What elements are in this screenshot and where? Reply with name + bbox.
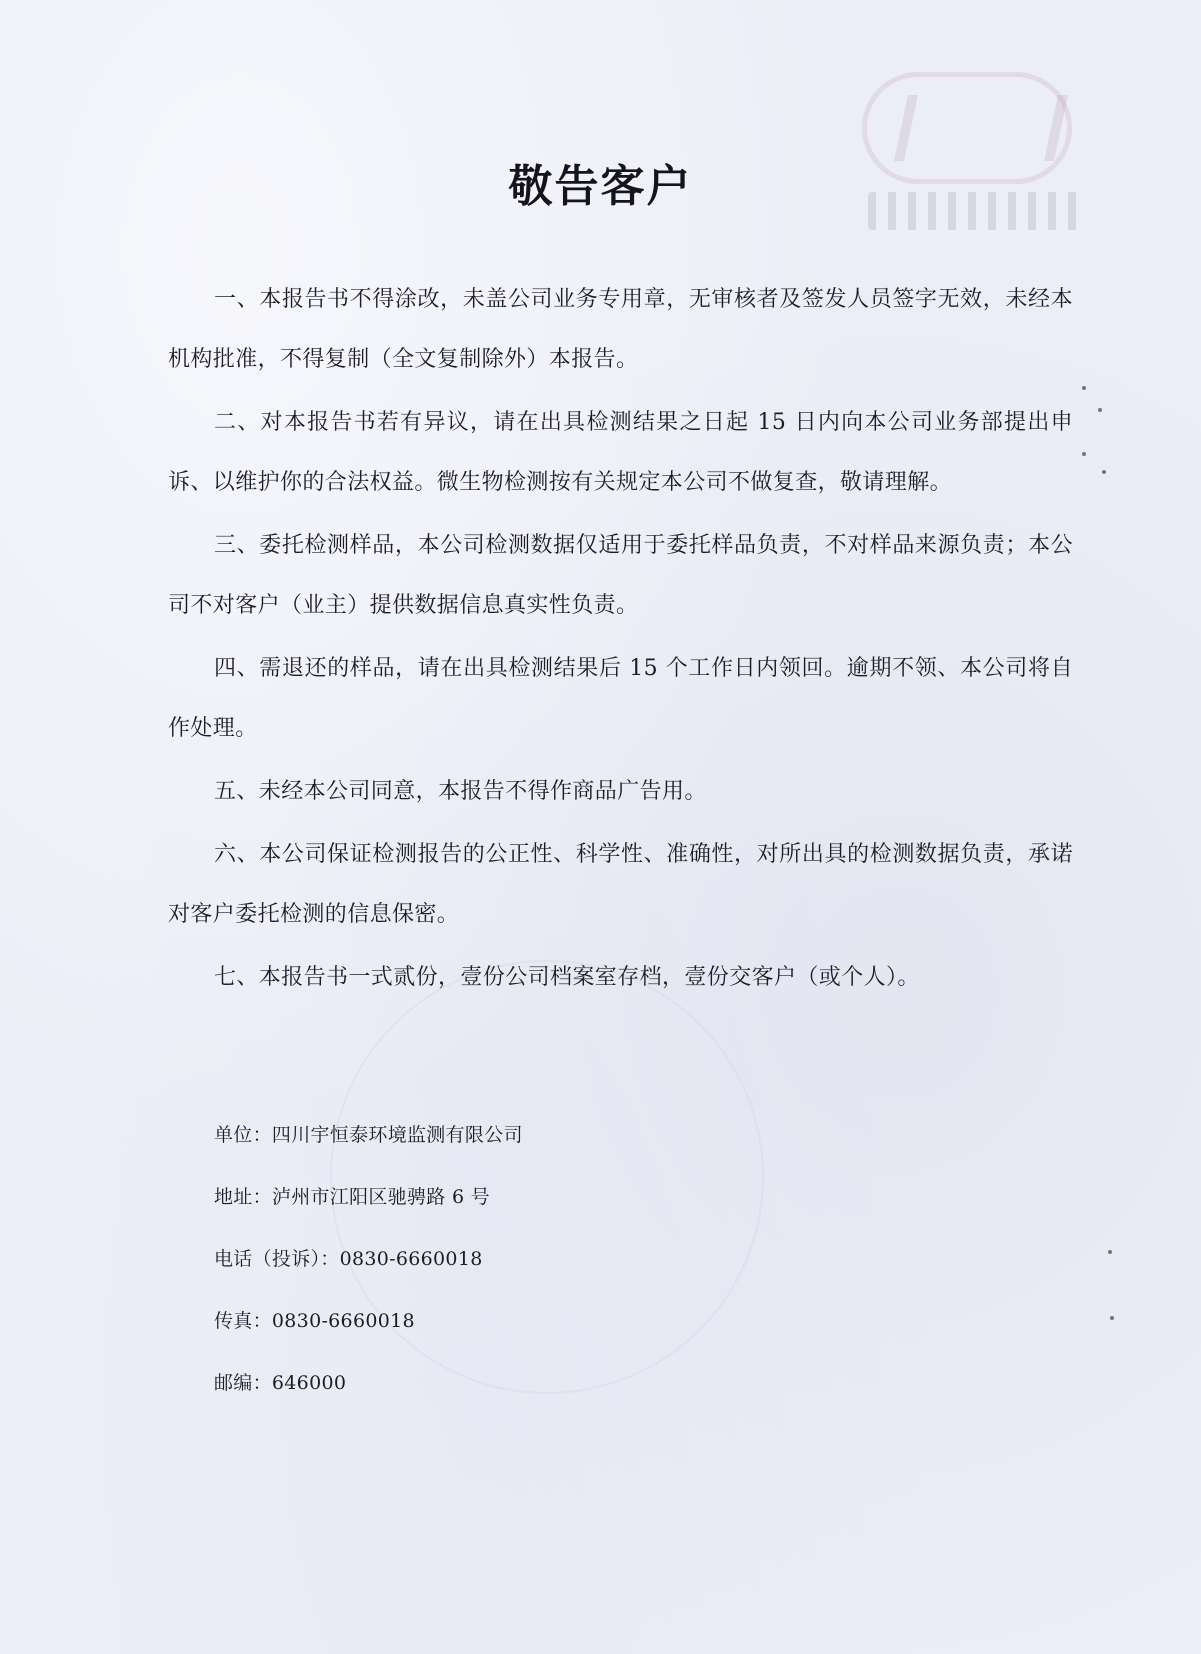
notice-item: 四、需退还的样品，请在出具检测结果后 15 个工作日内领回。逾期不领、本公司将自作处理。 [168, 656, 1073, 741]
scan-speck [1102, 470, 1106, 474]
contact-phone: 电话（投诉）：0830-6660018 [214, 1248, 483, 1270]
contact-unit: 单位：四川宇恒泰环境监测有限公司 [214, 1124, 523, 1146]
scan-speck [1098, 408, 1102, 412]
notice-item: 三、委托检测样品，本公司检测数据仅适用于委托样品负责，不对样品来源负责；本公司不对客户（业主）提供数据信息真实性负责。 [168, 533, 1073, 618]
notice-item: 六、本公司保证检测报告的公正性、科学性、准确性，对所出具的检测数据负责，承诺对客户委托检测的信息保密。 [168, 842, 1073, 927]
contact-postcode: 邮编：646000 [214, 1372, 347, 1394]
scan-speck [1110, 1316, 1114, 1320]
notice-item: 七、本报告书一式贰份，壹份公司档案室存档，壹份交客户（或个人）。 [214, 965, 920, 990]
scan-speck [1082, 386, 1086, 390]
scan-speck [1082, 452, 1086, 456]
notice-item: 二、对本报告书若有异议，请在出具检测结果之日起 15 日内向本公司业务部提出申诉、以维护你的合法权益。微生物检测按有关规定本公司不做复查，敬请理解。 [168, 410, 1073, 495]
notice-list [168, 270, 1073, 1011]
scan-speck [1108, 1250, 1112, 1254]
contact-fax: 传真：0830-6660018 [214, 1310, 415, 1332]
notice-item: 一、本报告书不得涂改，未盖公司业务专用章，无审核者及签发人员签字无效，未经本机构批准，不得复制（全文复制除外）本报告。 [168, 287, 1073, 372]
contact-address: 地址：泸州市江阳区驰骋路 6 号 [214, 1186, 490, 1208]
contact-block [214, 1120, 914, 1430]
page-title: 敬告客户 [508, 161, 693, 212]
notice-item: 五、未经本公司同意，本报告不得作商品广告用。 [214, 779, 707, 804]
